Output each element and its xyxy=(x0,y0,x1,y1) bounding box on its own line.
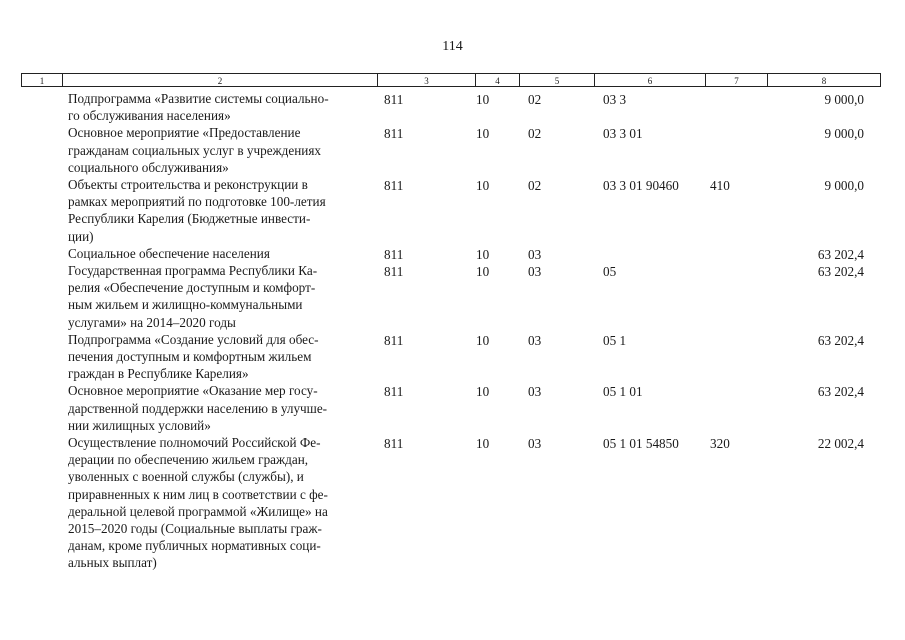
item-name-line: рамках мероприятий по подготовке 100-летия xyxy=(68,194,326,210)
item-name-cell xyxy=(68,382,368,434)
item-name-line: Основное мероприятие «Предоставление xyxy=(68,125,301,141)
subsection-cell: 02 xyxy=(528,126,542,142)
item-name-line: данам, кроме публичных нормативных соци- xyxy=(68,538,321,554)
admin-code-cell: 811 xyxy=(384,264,404,280)
sum-cell: 63 202,4 xyxy=(817,332,864,348)
sum-cell: 63 202,4 xyxy=(817,384,864,400)
item-name-line: Государственная программа Республики Ка- xyxy=(68,263,318,279)
item-name-line: Подпрограмма «Создание условий для обес- xyxy=(68,331,319,347)
item-name-cell xyxy=(68,245,368,262)
item-name-cell xyxy=(68,90,368,124)
subsection-cell: 03 xyxy=(528,264,542,280)
header-col-6: 6 xyxy=(595,74,706,86)
item-name-line: релия «Обеспечение доступным и комфорт- xyxy=(68,280,316,296)
item-name-line: Социальное обеспечение населения xyxy=(68,245,270,261)
item-name-line: гражданам социальных услуг в учреждениях xyxy=(68,142,321,158)
sum-cell: 63 202,4 xyxy=(817,264,864,280)
subsection-cell: 03 xyxy=(528,246,542,262)
target-article-cell: 05 1 01 54850 xyxy=(603,436,679,452)
item-name-cell xyxy=(68,262,368,331)
subsection-cell: 03 xyxy=(528,436,542,452)
header-col-8: 8 xyxy=(821,76,827,86)
sum-cell: 9 000,0 xyxy=(824,126,864,142)
admin-code-cell: 811 xyxy=(384,126,404,142)
subsection-cell: 03 xyxy=(528,332,542,348)
item-name-line: социального обслуживания» xyxy=(68,159,229,175)
item-name-line: дерации по обеспечению жильем граждан, xyxy=(68,452,309,468)
header-col-5: 5 xyxy=(520,74,595,86)
target-article-cell: 03 3 01 90460 xyxy=(603,178,679,194)
item-name-line: Объекты строительства и реконструкции в xyxy=(68,177,308,193)
target-article-cell: 05 1 xyxy=(603,332,627,348)
item-name-line: уволенных с военной службы (службы), и xyxy=(68,469,304,485)
item-name-line: альных выплат) xyxy=(68,555,157,571)
section-cell: 10 xyxy=(476,246,490,262)
item-name-line: 2015–2020 годы (Социальные выплаты граж- xyxy=(68,521,322,537)
item-name-line: граждан в Республике Карелия» xyxy=(68,366,249,382)
target-article-cell: 03 3 xyxy=(603,92,627,107)
item-name-line: дарственной поддержки населению в улучше- xyxy=(68,400,328,416)
item-name-line: нии жилищных условий» xyxy=(68,417,211,433)
section-cell: 10 xyxy=(476,332,490,348)
page-number: 114 xyxy=(442,39,463,54)
item-name-line: Основное мероприятие «Оказание мер госу- xyxy=(68,383,318,399)
item-name-line: ции) xyxy=(68,228,94,244)
item-name-line: Осуществление полномочий Российской Фе- xyxy=(68,435,321,451)
section-cell: 10 xyxy=(476,264,490,280)
table-row xyxy=(0,176,905,245)
section-cell: 10 xyxy=(476,178,490,194)
target-article-cell: 05 xyxy=(603,264,617,280)
target-article-cell: 05 1 01 xyxy=(603,384,643,400)
item-name-line: приравненных к ним лиц в соответствии с фе- xyxy=(68,486,328,502)
table-row xyxy=(0,382,905,434)
table-row xyxy=(0,331,905,383)
expense-kind-cell: 410 xyxy=(710,178,730,194)
admin-code-cell: 811 xyxy=(384,332,404,348)
admin-code-cell: 811 xyxy=(384,92,404,107)
table-row xyxy=(0,124,905,176)
sum-cell: 9 000,0 xyxy=(824,92,864,107)
table-row xyxy=(0,434,905,572)
header-col-1: 1 xyxy=(22,74,63,86)
target-article-cell: 03 3 01 xyxy=(603,126,643,142)
expense-kind-cell: 320 xyxy=(710,436,730,452)
subsection-cell: 02 xyxy=(528,92,542,107)
item-name-line: деральной целевой программой «Жилище» на xyxy=(68,503,328,519)
header-col-7: 7 xyxy=(706,74,768,86)
item-name-line: Подпрограмма «Развитие системы социально- xyxy=(68,91,329,106)
table-row xyxy=(0,90,905,124)
section-cell: 10 xyxy=(476,126,490,142)
table-header xyxy=(21,73,881,87)
item-name-line: услугами» на 2014–2020 годы xyxy=(68,314,236,330)
sum-cell: 22 002,4 xyxy=(817,436,864,452)
item-name-line: печения доступным и комфортным жильем xyxy=(68,349,312,365)
section-cell: 10 xyxy=(476,92,490,107)
admin-code-cell: 811 xyxy=(384,384,404,400)
header-col-4: 4 xyxy=(476,74,520,86)
item-name-line: Республики Карелия (Бюджетные инвести- xyxy=(68,211,311,227)
admin-code-cell: 811 xyxy=(384,246,404,262)
sum-cell: 9 000,0 xyxy=(824,178,864,194)
table-row xyxy=(0,245,905,262)
header-col-3: 3 xyxy=(378,74,476,86)
item-name-cell xyxy=(68,434,368,572)
sum-cell: 63 202,4 xyxy=(817,246,864,262)
section-cell: 10 xyxy=(476,436,490,452)
item-name-cell xyxy=(68,331,368,383)
subsection-cell: 02 xyxy=(528,178,542,194)
admin-code-cell: 811 xyxy=(384,178,404,194)
table-row xyxy=(0,262,905,331)
item-name-line: ным жильем и жилищно-коммунальными xyxy=(68,297,303,313)
subsection-cell: 03 xyxy=(528,384,542,400)
table-body xyxy=(0,90,905,572)
section-cell: 10 xyxy=(476,384,490,400)
header-col-2: 2 xyxy=(63,74,378,86)
item-name-cell xyxy=(68,124,368,176)
admin-code-cell: 811 xyxy=(384,436,404,452)
item-name-line: го обслуживания населения» xyxy=(68,108,231,124)
item-name-cell xyxy=(68,176,368,245)
